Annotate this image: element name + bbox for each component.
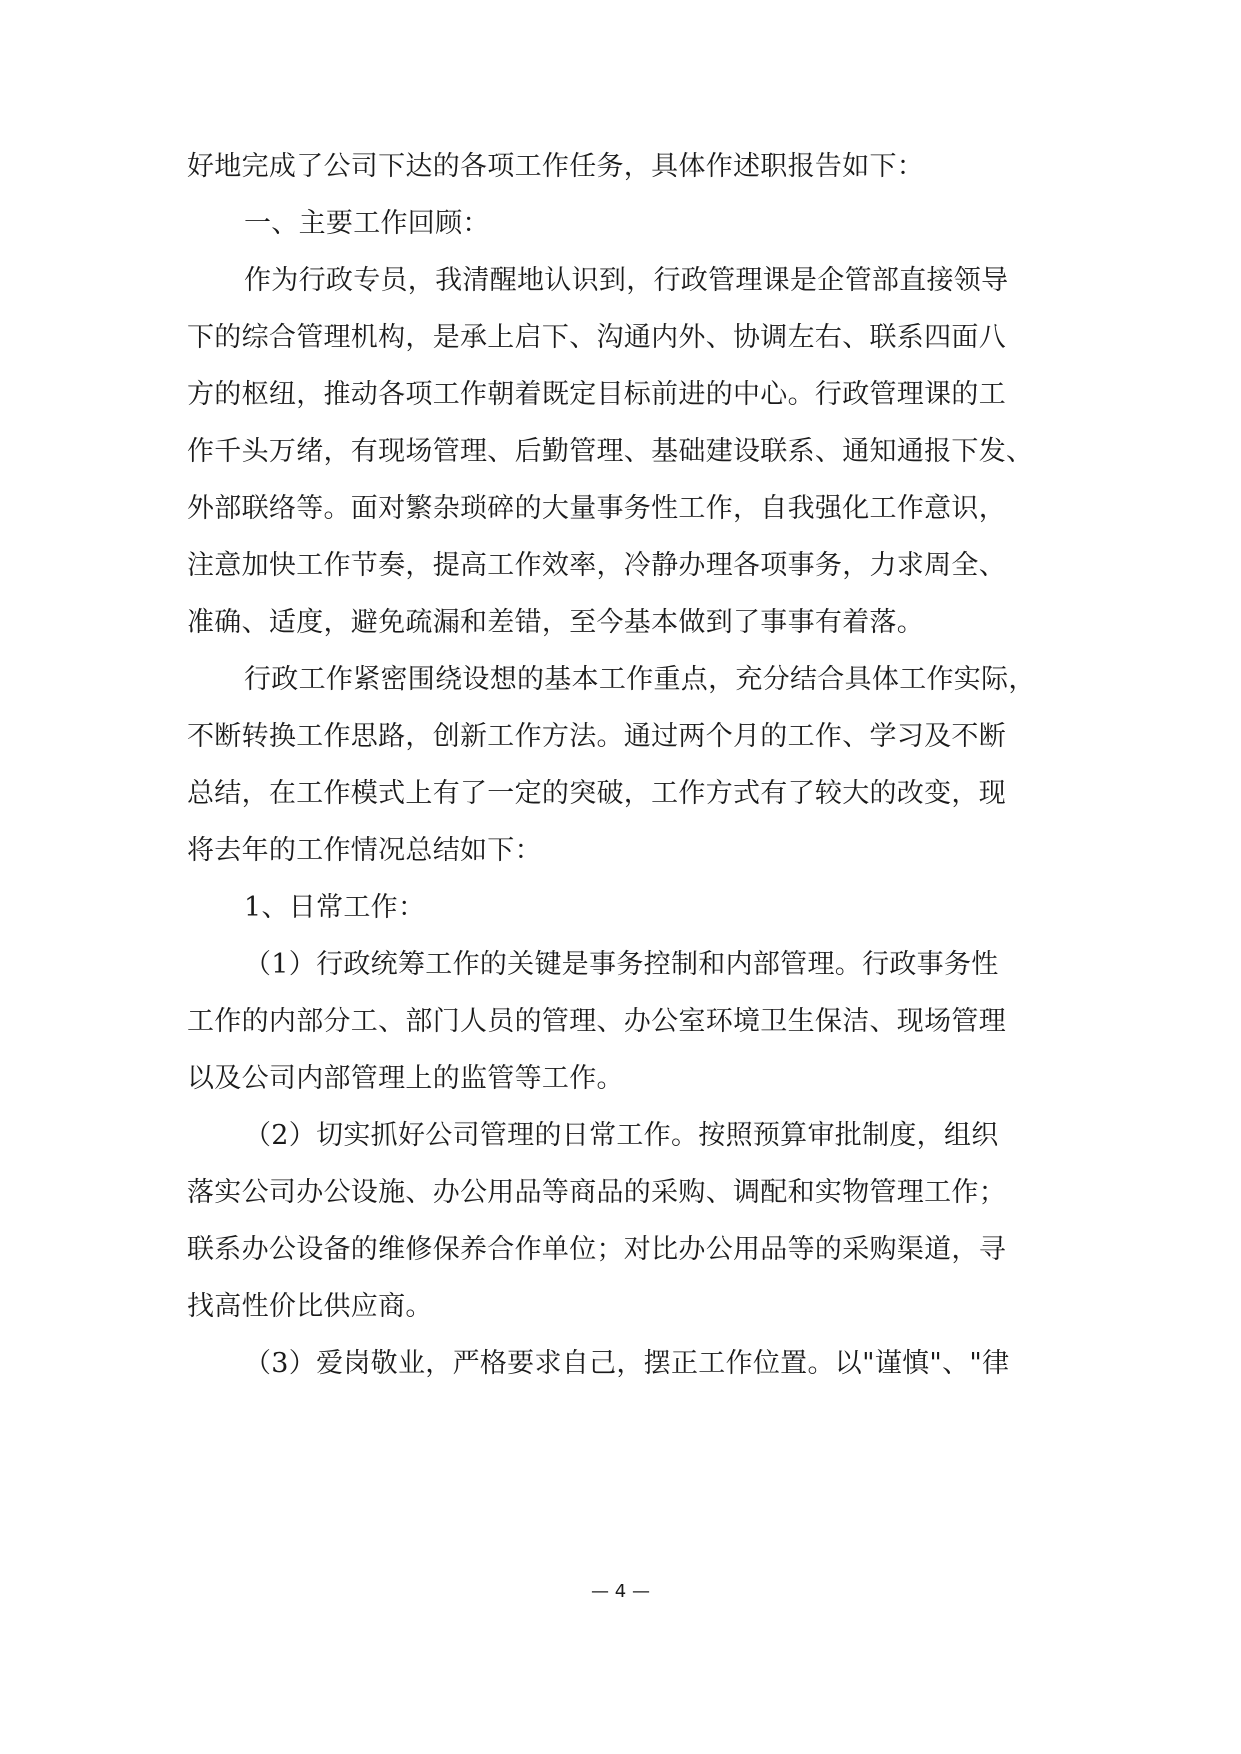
body-text-line: （3）爱岗敬业，严格要求自己，摆正工作位置。以"谨慎"、"律 [244, 1348, 1010, 1379]
section-heading: 一、主要工作回顾： [244, 208, 490, 239]
body-text-line: （2）切实抓好公司管理的日常工作。按照预算审批制度，组织 [244, 1120, 999, 1151]
body-text-line: 不断转换工作思路，创新工作方法。通过两个月的工作、学习及不断 [187, 721, 1006, 752]
body-text-line: 方的枢纽，推动各项工作朝着既定目标前进的中心。行政管理课的工 [187, 379, 1006, 410]
body-text-line: 外部联络等。面对繁杂琐碎的大量事务性工作，自我强化工作意识， [187, 493, 1006, 524]
body-text-line: 下的综合管理机构，是承上启下、沟通内外、协调左右、联系四面八 [187, 322, 1006, 353]
body-text-line: 工作的内部分工、部门人员的管理、办公室环境卫生保洁、现场管理 [187, 1006, 1006, 1037]
body-text-line: 行政工作紧密围绕设想的基本工作重点，充分结合具体工作实际， [244, 664, 1036, 695]
body-text-line: 以及公司内部管理上的监管等工作。 [187, 1063, 624, 1094]
body-text-line: 注意加快工作节奏，提高工作效率，冷静办理各项事务，力求周全、 [187, 550, 1006, 581]
body-text-line: 作为行政专员，我清醒地认识到，行政管理课是企管部直接领导 [244, 265, 1009, 296]
body-text-line: 将去年的工作情况总结如下： [187, 835, 542, 866]
subsection-heading: 1、日常工作： [244, 892, 426, 923]
body-text-line: 落实公司办公设施、办公用品等商品的采购、调配和实物管理工作； [187, 1177, 1006, 1208]
body-text-line: 找高性价比供应商。 [187, 1291, 433, 1322]
body-text-line: 联系办公设备的维修保养合作单位；对比办公用品等的采购渠道，寻 [187, 1234, 1006, 1265]
body-text-line: 准确、适度，避免疏漏和差错，至今基本做到了事事有着落。 [187, 607, 925, 638]
body-text-line: 好地完成了公司下达的各项工作任务，具体作述职报告如下： [187, 151, 925, 182]
page-number: — 4 — [591, 1581, 650, 1602]
body-text-line: 作千头万绪，有现场管理、后勤管理、基础建设联系、通知通报下发、 [187, 436, 1034, 467]
body-text-line: （1）行政统筹工作的关键是事务控制和内部管理。行政事务性 [244, 949, 999, 980]
body-text-line: 总结，在工作模式上有了一定的突破，工作方式有了较大的改变，现 [187, 778, 1006, 809]
